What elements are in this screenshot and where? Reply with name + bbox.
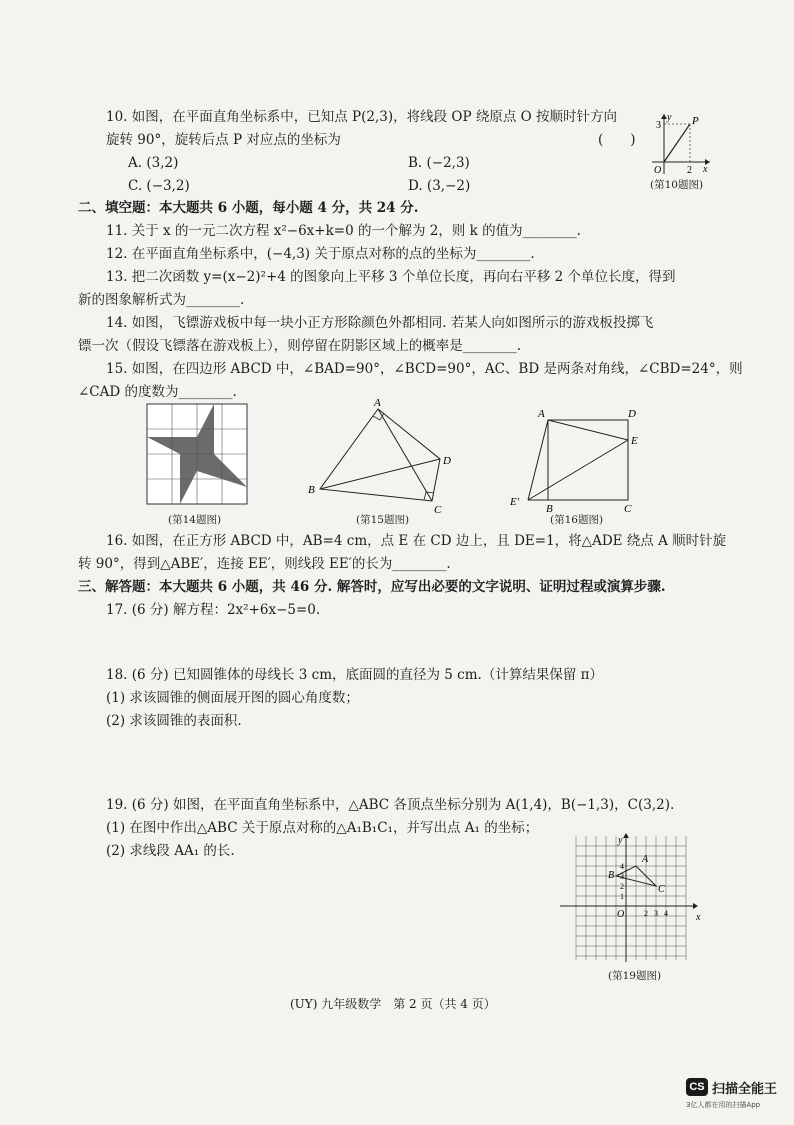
fig15-quadrilateral (300, 393, 460, 519)
q14-line2: 镖一次（假设飞镖落在游戏板上），则停留在阴影区域上的概率是________. (78, 338, 522, 354)
fig19-ytick-1: 1 (620, 892, 624, 901)
fig15-label-d: D (443, 455, 451, 467)
fig19-label-c: C (658, 884, 665, 895)
fig19-xtick-4: 4 (664, 909, 668, 918)
q11: 11. 关于 x 的一元二次方程 x²−6x+k=0 的一个解为 2，则 k 的值为________. (106, 223, 581, 239)
q10-o-label: O (654, 165, 662, 176)
fig15-label-a: A (374, 397, 381, 409)
page-footer: (UY) 九年级数学 第 2 页（共 4 页） (290, 997, 496, 1011)
q10-option-c: C. (−3,2) (128, 178, 190, 194)
q10-p-label: P (692, 115, 699, 127)
fig16-label-e: E (631, 435, 638, 447)
camscanner-tagline: 3亿人都在用的扫描App (686, 1101, 761, 1109)
q10-x-label: x (703, 164, 708, 175)
q18-line3: (2) 求该圆锥的表面积. (106, 713, 242, 729)
q10-line2: 旋转 90°，旋转后点 P 对应点的坐标为 (106, 132, 341, 148)
q10-y-label: y (667, 112, 672, 123)
fig19-label-x: x (696, 912, 701, 923)
q12: 12. 在平面直角坐标系中，(−4,3) 关于原点对称的点的坐标为________. (106, 246, 535, 262)
q19-line1: 19. (6 分) 如图，在平面直角坐标系中，△ABC 各顶点坐标分别为 A(1,4)，B(−1,3)，C(3,2). (106, 797, 675, 813)
section-3-heading: 三、解答题：本大题共 6 小题，共 46 分. 解答时，应写出必要的文字说明、证明过程或演算步骤. (78, 579, 666, 595)
q10-caption: (第10题图) (650, 179, 704, 191)
q16-line2: 转 90°，得到△ABE′，连接 EE′，则线段 EE′的长为________. (78, 556, 451, 572)
q10-option-d: D. (3,−2) (408, 178, 471, 194)
fig19-xtick-3: 3 (654, 909, 658, 918)
q10-figure (648, 110, 714, 176)
q15-line1: 15. 如图，在四边形 ABCD 中，∠BAD=90°，∠BCD=90°，AC、BD 是两条对角线，∠CBD=24°，则 (106, 361, 743, 377)
fig19-label-a: A (642, 854, 649, 865)
fig19-ytick-2: 2 (620, 882, 624, 891)
fig14-caption: (第14题图) (168, 514, 222, 526)
q13-line2: 新的图象解析式为________. (78, 292, 245, 308)
fig19-ytick-4: 4 (620, 862, 624, 871)
q10-option-a: A. (3,2) (128, 155, 179, 171)
q19-line3: (2) 求线段 AA₁ 的长. (106, 843, 235, 859)
q13-line1: 13. 把二次函数 y=(x−2)²+4 的图象向上平移 3 个单位长度，再向右平移 2 个单位长度，得到 (106, 269, 676, 285)
fig16-label-d: D (628, 408, 636, 420)
fig16-label-b: B (546, 503, 553, 515)
fig15-label-b: B (308, 484, 315, 496)
camscanner-logo: CS (686, 1078, 708, 1096)
fig15-label-c: C (434, 504, 442, 516)
fig16-label-c: C (624, 503, 632, 515)
fig16-caption: (第16题图) (550, 514, 604, 526)
q16-line1: 16. 如图，在正方形 ABCD 中，AB=4 cm，点 E 在 CD 边上，且 DE=1，将△ADE 绕点 A 顺时针旋 (106, 533, 727, 549)
fig15-caption: (第15题图) (356, 514, 410, 526)
fig19-grid (556, 832, 710, 966)
fig14-dartboard (146, 403, 250, 507)
q19-line2: (1) 在图中作出△ABC 关于原点对称的△A₁B₁C₁，并写出点 A₁ 的坐标； (106, 820, 539, 836)
fig19-ytick-3: 3 (620, 872, 624, 881)
q17: 17. (6 分) 解方程：2x²+6x−5=0. (106, 602, 321, 618)
q10-line1: 10. 如图，在平面直角坐标系中，已知点 P(2,3)，将线段 OP 绕原点 O 按顺时针方向 (106, 109, 618, 125)
fig16-label-e-prime: E′ (510, 496, 520, 508)
q10-option-b: B. (−2,3) (408, 155, 470, 171)
q10-tick-3: 3 (656, 120, 661, 131)
q18-line1: 18. (6 分) 已知圆锥体的母线长 3 cm，底面圆的直径为 5 cm.（计算结果保留 π） (106, 667, 603, 683)
fig19-label-y: y (618, 835, 623, 846)
fig19-caption: (第19题图) (608, 970, 662, 982)
section-2-heading: 二、填空题：本大题共 6 小题，每小题 4 分，共 24 分. (78, 200, 419, 216)
fig19-xtick-2: 2 (644, 909, 648, 918)
q10-tick-2: 2 (687, 165, 692, 176)
q15-line2: ∠CAD 的度数为________. (78, 384, 237, 400)
fig19-label-o: O (617, 909, 625, 920)
camscanner-name: 扫描全能王 (712, 1082, 778, 1097)
fig19-label-b: B (608, 870, 615, 881)
q14-line1: 14. 如图，飞镖游戏板中每一块小正方形除颜色外都相同. 若某人向如图所示的游戏板投掷飞 (106, 315, 654, 331)
fig16-square (508, 403, 646, 515)
q18-line2: (1) 求该圆锥的侧面展开图的圆心角度数； (106, 690, 359, 706)
fig16-label-a: A (538, 408, 545, 420)
q10-answer-bracket: ( ) (598, 132, 636, 148)
